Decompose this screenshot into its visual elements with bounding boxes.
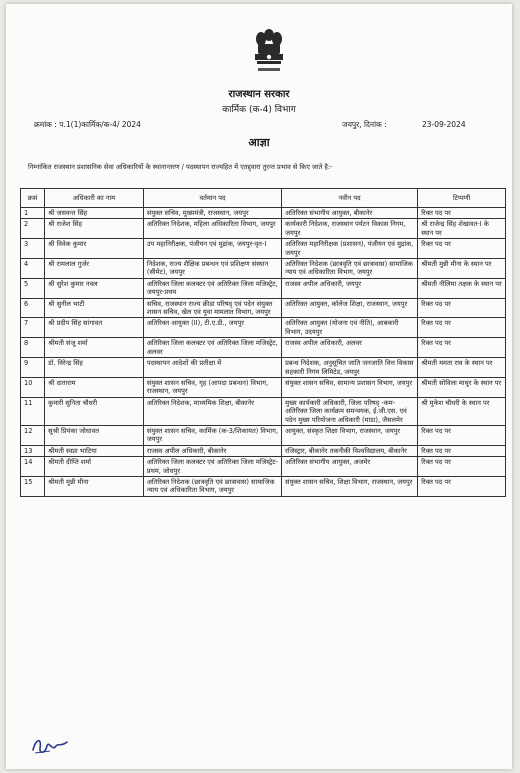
table-row [21,397,506,425]
current-post-cell: अतिरिक्त आयुक्त (II), टी.ए.डी., जयपुर [143,318,281,338]
serial-cell: 12 [21,425,45,445]
place-label: जयपुर, दिनांक : [342,120,387,129]
current-post-cell: अतिरिक्त जिला कलक्टर एवं अतिरिक्त जिला मजिस्ट्रेट, जयपुर-प्रथम [143,278,281,298]
current-post-cell: पदस्थापन आदेशों की प्रतीक्षा में [143,358,281,378]
remark-cell: रिक्त पद पर [418,338,506,358]
new-post-cell: अतिरिक्त संभागीय आयुक्त, अजमेर [282,457,418,477]
new-post-cell: अतिरिक्त निदेशक (छात्रवृति एवं छात्रावास) सामाजिक न्याय एवं अधिकारिता विभाग, जयपुर [282,259,418,279]
new-post-cell: अतिरिक्त आयुक्त, कॉलेज शिक्षा, राजस्थान, जयपुर [282,298,418,318]
transfer-table [20,188,506,497]
officer-name-cell: श्री जसवन्त सिंह [45,208,144,219]
serial-cell: 3 [21,239,45,259]
current-post-cell: अतिरिक्त निदेशक (छात्रवृति एवं छात्रावास) सामाजिक न्याय एवं अधिकारिता विभाग, जयपुर [143,476,281,496]
table-row [21,219,506,239]
table-row [21,298,506,318]
officer-name-cell: श्री राजेश सिंह [45,219,144,239]
government-heading: राजस्थान सरकार [228,89,290,100]
remark-cell: श्री राजेन्द्र सिंह शेखावत-I के स्थान पर [418,219,506,239]
header-serial: क्रसं [21,189,45,208]
remark-cell: श्रीमती मुन्नी मीना के स्थान पर [418,259,506,279]
header-remark: टिप्पणी [418,189,506,208]
department-heading: कार्मिक (क-4) विभाग [222,105,296,115]
remark-cell: रिक्त पद पर [418,318,506,338]
officer-name-cell: कुमारी सुनिता चौधरी [45,397,144,425]
new-post-cell: राजस्व अपील अधिकारी, जयपुर [282,278,418,298]
remark-cell: रिक्त पद पर [418,457,506,477]
remark-cell: रिक्त पद पर [418,239,506,259]
new-post-cell: प्रबन्ध निदेशक, अनुसूचित जाति जनजाति वित्त विकास सहकारी निगम लिमिटेड, जयपुर [282,358,418,378]
header-officer-name: अधिकारी का नाम [45,189,144,208]
header-new-post: नवीन पद [282,189,418,208]
table-row [21,358,506,378]
current-post-cell: सचिव, राजस्थान राज्य क्रीडा परिषद् एवं पदेन संयुक्त शासन सचिव, खेल एवं युवा मामलात विभाग, जयपुर [143,298,281,318]
serial-cell: 15 [21,476,45,496]
table-row [21,338,506,358]
current-post-cell: संयुक्त शासन सचिव, कार्मिक (क-3/शिकायत) विभाग, जयपुर [143,425,281,445]
remark-cell: रिक्त पद पर [418,445,506,456]
new-post-cell: मुख्य कार्यकारी अधिकारी, जिला परिषद् -कम- अतिरिक्त जिला कार्यक्रम समन्वयक, ई.जी.एस. एवं पदेन मुख्य परियोजना अधिकारी (माडा), जैसलमेर [282,397,418,425]
order-date: 23-09-2024 [422,120,466,129]
new-post-cell: अतिरिक्त संभागीय आयुक्त, बीकानेर [282,208,418,219]
serial-cell: 14 [21,457,45,477]
new-post-cell: अतिरिक्त आयुक्त (योजना एवं नीति), आबकारी विभाग, उदयपुर [282,318,418,338]
table-row [21,445,506,456]
serial-cell: 1 [21,208,45,219]
remark-cell: रिक्त पद पर [418,298,506,318]
header-current-post: वर्तमान पद [143,189,281,208]
order-title: आज्ञा [248,136,270,149]
serial-cell: 5 [21,278,45,298]
serial-cell: 2 [21,219,45,239]
table-header-row [21,189,506,208]
table-row [21,476,506,496]
officer-name-cell: डॉ. विरेन्द्र सिंह [45,358,144,378]
remark-cell: रिक्त पद पर [418,476,506,496]
serial-cell: 8 [21,338,45,358]
ref-label: क्रमांक : [34,120,57,129]
new-post-cell: रजिस्ट्रार, बीकानेर तकनीकी विश्वविद्यालय, बीकानेर [282,445,418,456]
serial-cell: 7 [21,318,45,338]
new-post-cell: कार्यकारी निदेशक, राजस्थान पर्यटन विकास निगम, जयपुर [282,219,418,239]
officer-name-cell: श्रीमती मुन्नी मीना [45,476,144,496]
reference-number [34,120,141,130]
new-post-cell: संयुक्त शासन सचिव, सामान्य प्रशासन विभाग, जयपुर [282,377,418,397]
officer-name-cell: श्री रामलाल गुर्जर [45,259,144,279]
serial-cell: 9 [21,358,45,378]
current-post-cell: अतिरिक्त जिला कलक्टर एवं अतिरिक्त जिला मजिस्ट्रेट, अलवर [143,338,281,358]
serial-cell: 13 [21,445,45,456]
ref-value: प.1(1)कार्मिक/क-4/ 2024 [59,120,141,129]
table-row [21,318,506,338]
officer-name-cell: श्री सुनील भाटी [45,298,144,318]
remark-cell: श्रीमती ममता राव के स्थान पर [418,358,506,378]
new-post-cell: राजस्व अपील अधिकारी, अलवर [282,338,418,358]
remark-cell: श्रीमती नीलिमा तक्षक के स्थान पर [418,278,506,298]
remark-cell: श्रीमती सोविला माथुर के स्थान पर [418,377,506,397]
table-row [21,208,506,219]
officer-name-cell: सुश्री प्रियंका जोधावत [45,425,144,445]
current-post-cell: अतिरिक्त निदेशक, महिला अधिकारिता विभाग, जयपुर [143,219,281,239]
current-post-cell: संयुक्त सचिव, मुख्यमंत्री, राजस्थान, जयपुर [143,208,281,219]
current-post-cell: अतिरिक्त निदेशक, माध्यमिक शिक्षा, बीकानेर [143,397,281,425]
table-row [21,457,506,477]
table-row [21,239,506,259]
serial-cell: 6 [21,298,45,318]
current-post-cell: अतिरिक्त जिला कलक्टर एवं अतिरिक्त जिला मजिस्ट्रेट-प्रथम, जोधपुर [143,457,281,477]
table-row [21,259,506,279]
officer-name-cell: श्रीमती संजू शर्मा [45,338,144,358]
new-post-cell: संयुक्त शासन सचिव, शिक्षा विभाग, राजस्थान, जयपुर [282,476,418,496]
officer-name-cell: श्रीमती स्वप्ना भाटिया [45,445,144,456]
officer-name-cell: श्रीमती दीप्ति शर्मा [45,457,144,477]
serial-cell: 10 [21,377,45,397]
officer-name-cell: श्री दाताराम [45,377,144,397]
signature-icon [30,734,70,758]
table-row [21,278,506,298]
ashoka-emblem-icon [252,26,286,78]
officer-name-cell: श्री सुरेश कुमार नवल [45,278,144,298]
current-post-cell: राजस्व अपील अधिकारी, बीकानेर [143,445,281,456]
table-row [21,425,506,445]
new-post-cell: आयुक्त, संस्कृत शिक्षा विभाग, राजस्थान, जयपुर [282,425,418,445]
current-post-cell: संयुक्त शासन सचिव, गृह (आपदा प्रबन्धन) विभाग, राजस्थान, जयपुर [143,377,281,397]
new-post-cell: अतिरिक्त महानिरीक्षक (प्रशासन), पंजीयन एवं मुद्रांक, जयपुर [282,239,418,259]
serial-cell: 11 [21,397,45,425]
serial-cell: 4 [21,259,45,279]
current-post-cell: निदेशक, राज्य शैक्षिक प्रबन्धन एवं प्रशिक्षण संस्थान (सीमेट), जयपुर [143,259,281,279]
remark-cell: श्री मुकेश चौधरी के स्थान पर [418,397,506,425]
order-intro: निम्नांकित राजस्थान प्रशासनिक सेवा अधिकारियों के स्थानान्तरण / पदस्थापन राज्यहित में एतद्द्वारा तुरन्त प्रभाव से किए जाते है:- [28,163,333,171]
officer-name-cell: श्री प्रदीप सिंह सांगावत [45,318,144,338]
order-document [6,4,512,769]
remark-cell: रिक्त पद पर [418,425,506,445]
table-row [21,377,506,397]
current-post-cell: उप महानिरीक्षक, पंजीयन एवं मुद्रांक, जयपुर-वृत-I [143,239,281,259]
remark-cell: रिक्त पद पर [418,208,506,219]
officer-name-cell: श्री विवेक कुमार [45,239,144,259]
